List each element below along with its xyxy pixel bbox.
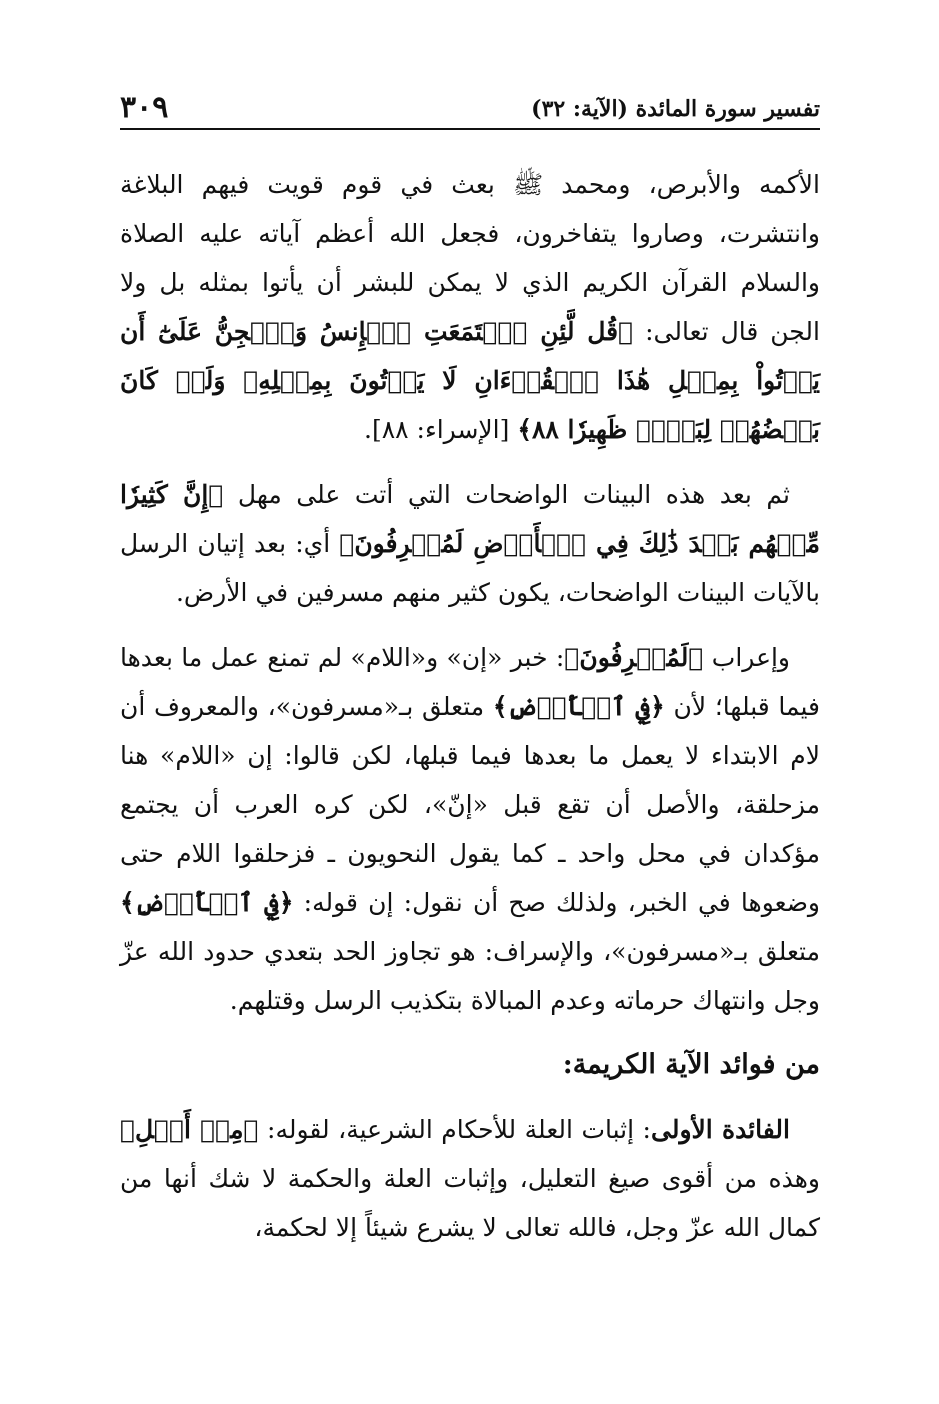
quran-verse: ﴿إِنَّ كَثِيرٗا مِّنۡهُم بَعۡدَ ذَٰلِكَ فِي ٱلۡأَرۡضِ لَمُسۡرِفُونَ﴾	[120, 480, 820, 558]
paragraph-miracle-of-quran	[120, 160, 820, 454]
paragraph-text: متعلق بـ«مسرفون»، والإسراف: هو تجاوز الحد بتعدي حدود الله عزّ وجل وانتهاك حرماته وعدم المبالاة بتكذيب الرسل وقتلهم.	[120, 937, 820, 1015]
quran-verse: ﴿قُل لَّئِنِ ٱجۡتَمَعَتِ ٱلۡإِنسُ وَٱلۡجِنُّ عَلَىٰٓ أَن يَأۡتُواْ بِمِثۡلِ هَٰذَا ٱلۡقُرۡءَانِ لَا يَأۡتُونَ بِمِثۡلِهِۦ وَلَوۡ كَانَ بَعۡضُهُمۡ لِبَعۡضٖ ظَهِيرٗا ٨٨﴾	[120, 317, 820, 444]
running-head: تفسير سورة المائدة (الآية: ٣٢)	[531, 96, 820, 122]
page-body	[120, 160, 820, 1252]
paragraph-text: : خبر «إن» و«اللام» لم تمنع عمل ما بعدها فيما قبلها؛ لأن	[120, 643, 820, 721]
paragraph-first-benefit	[120, 1105, 820, 1252]
page-header	[120, 92, 820, 130]
paragraph-text: أي: بعد إتيان الرسل بالآيات البينات الواضحات، يكون كثير منهم مسرفين في الأرض.	[120, 529, 820, 607]
paragraph-grammar	[120, 633, 820, 1025]
verse-reference: [الإسراء: ٨٨].	[364, 415, 510, 444]
paragraph-text: وهذه من أقوى صيغ التعليل، وإثبات العلة والحكمة لا شك أنها من كمال الله عزّ وجل، فالله تعالى لا يشرع شيئاً إلا لحكمة،	[120, 1164, 820, 1242]
section-heading: من فوائد الآية الكريمة:	[562, 1049, 820, 1080]
benefit-label: الفائدة الأولى	[650, 1115, 790, 1144]
paragraph-text: الأكمه والأبرص، ومحمد ﷺ بعث في قوم قويت فيهم البلاغة وانتشرت، وصاروا يتفاخرون، فجعل الله أعظم آياته عليه الصلاة والسلام القرآن الكريم الذي لا يمكن للبشر أن يأتوا بمثله بل ولا الجن قال تعالى:	[120, 170, 820, 346]
paragraph-text: ثم بعد هذه البينات الواضحات التي أتت على مهل	[223, 480, 790, 509]
book-page	[120, 92, 820, 1268]
paragraph-text: متعلق بـ«مسرفون»، والمعروف أن لام الابتداء لا يعمل ما بعدها فيما قبلها، لكن قالوا: إن «اللام» هنا مزحلقة، والأصل أن تقع قبل «إنّ»، لكن كره العرب أن يجتمع مؤكدان في محل واحد ـ كما يقول النحويون ـ فزحلقوا اللام حتى وضعوها في الخبر، ولذلك صح أن نقول: إن قوله:	[120, 692, 820, 917]
quran-word: ﴿فِي ٱلۡأَرۡضِ﴾	[492, 692, 665, 721]
paragraph-after-clear-signs	[120, 470, 820, 617]
quran-word: ﴿فِي ٱلۡأَرۡضِ﴾	[120, 888, 294, 917]
quran-word: ﴿لَمُسۡرِفُونَ﴾	[564, 643, 704, 672]
paragraph-text: وإعراب	[703, 643, 790, 672]
quran-word: ﴿مِنۡ أَجۡلِ﴾	[120, 1115, 259, 1144]
paragraph-text: : إثبات العلة للأحكام الشرعية، لقوله:	[258, 1115, 651, 1144]
page-number: ٣٠٩	[120, 90, 169, 125]
